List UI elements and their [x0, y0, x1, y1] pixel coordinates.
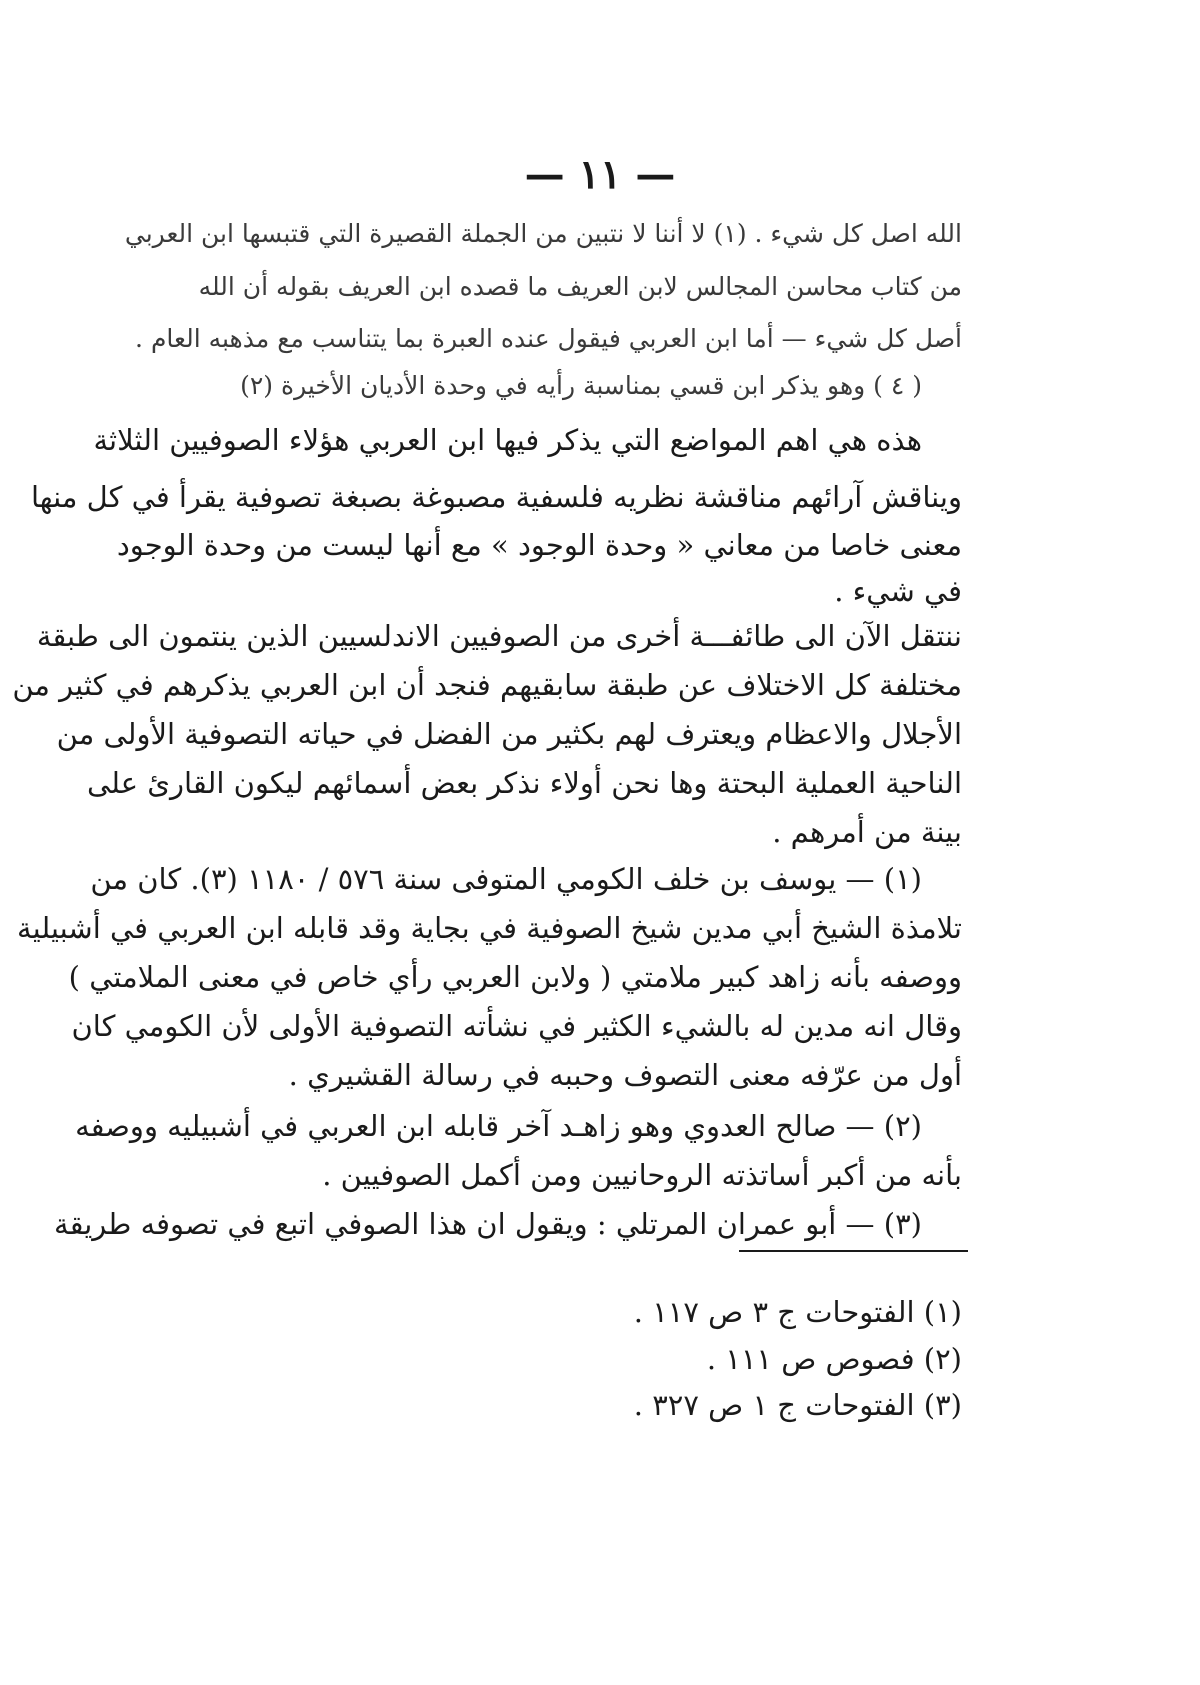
text-line-5: هذه هي اهم المواضع التي يذكر فيها ابن العربي هؤلاء الصوفيين الثلاثة: [93, 423, 922, 457]
text-line-3: أصل كل شيء — أما ابن العربي فيقول عنده العبرة بما يتناسب مع مذهبه العام .: [135, 324, 962, 353]
text-line-7: معنى خاصا من معاني « وحدة الوجود » مع أنها ليست من وحدة الوجود: [116, 528, 962, 562]
text-line-14: (١) — يوسف بن خلف الكومي المتوفى سنة ٥٧٦ / ١١٨٠ (٣). كان من: [90, 862, 922, 896]
text-line-6: ويناقش آرائهم مناقشة نظريه فلسفية مصبوغة بصبغة تصوفية يقرأ في كل منها: [30, 480, 962, 514]
footnote-separator: [739, 1250, 968, 1252]
text-line-13: بينة من أمرهم .: [772, 815, 962, 849]
text-line-1: الله اصل كل شيء . (١) لا أننا لا نتبين من الجملة القصيرة التي قتبسها ابن العربي: [124, 219, 962, 248]
text-line-4: ( ٤ ) وهو يذكر ابن قسي بمناسبة رأيه في وحدة الأديان الأخيرة (٢): [240, 371, 922, 400]
text-line-11: الأجلال والاعظام ويعترف لهم بكثير من الفضل في حياته التصوفية الأولى من: [56, 717, 962, 751]
page-number: — ١١ —: [524, 151, 676, 198]
text-line-10: مختلفة كل الاختلاف عن طبقة سابقيهم فنجد أن ابن العربي يذكرهم في كثير من: [12, 668, 962, 702]
text-line-16: ووصفه بأنه زاهد كبير ملامتي ( ولابن العربي رأي خاص في معنى الملامتي ): [68, 960, 962, 994]
footnote-3: (٣) الفتوحات ج ١ ص ٣٢٧ .: [633, 1388, 962, 1422]
text-line-18: أول من عرّفه معنى التصوف وحببه في رسالة القشيري .: [288, 1058, 962, 1092]
text-line-20: بأنه من أكبر أساتذته الروحانيين ومن أكمل الصوفيين .: [322, 1158, 962, 1192]
text-line-17: وقال انه مدين له بالشيء الكثير في نشأته التصوفية الأولى لأن الكومي كان: [71, 1009, 962, 1043]
footnote-2: (٢) فصوص ص ١١١ .: [706, 1342, 962, 1376]
text-line-9: ننتقل الآن الى طائفـــة أخرى من الصوفيين الاندلسيين الذين ينتمون الى طبقة: [36, 619, 962, 653]
text-line-19: (٢) — صالح العدوي وهو زاهـد آخر قابله ابن العربي في أشبيليه ووصفه: [75, 1109, 922, 1143]
text-line-21: (٣) — أبو عمران المرتلي : ويقول ان هذا الصوفي اتبع في تصوفه طريقة: [54, 1207, 922, 1241]
text-line-12: الناحية العملية البحتة وها نحن أولاء نذكر بعض أسمائهم ليكون القارئ على: [87, 766, 962, 800]
footnote-1: (١) الفتوحات ج ٣ ص ١١٧ .: [633, 1295, 962, 1329]
text-line-15: تلامذة الشيخ أبي مدين شيخ الصوفية في بجاية وقد قابله ابن العربي في أشبيلية: [17, 911, 962, 945]
text-line-2: من كتاب محاسن المجالس لابن العريف ما قصده ابن العريف بقوله أن الله: [198, 272, 962, 301]
text-line-8: في شيء .: [834, 574, 962, 608]
